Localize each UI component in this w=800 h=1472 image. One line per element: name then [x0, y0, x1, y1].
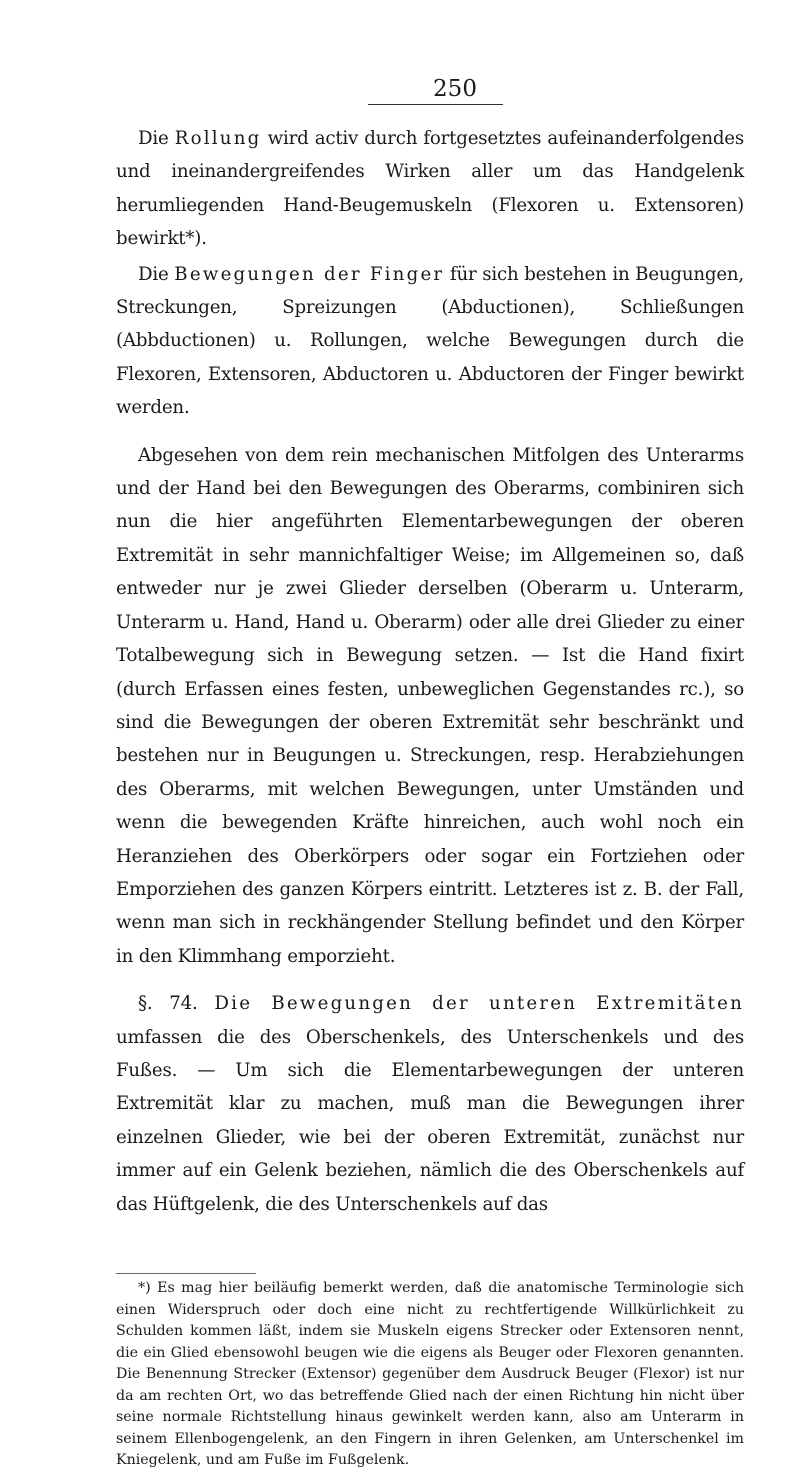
paragraph-term: Rollung — [174, 128, 262, 149]
paragraph-text: umfassen die des Oberschenkels, des Unterschenkels und des Fußes. — Um sich die Elementarbewegungen der unteren Extremität klar zu machen, muß man die Bewegungen ihrer einzelnen Glieder, wie bei der oberen Extremität, zunächst nur immer auf ein Gelenk beziehen, nämlich die des Oberschenkels auf das Hüftgelenk, die des Unterschenkels auf das — [116, 1026, 744, 1215]
paragraph-lead: Die — [138, 263, 169, 285]
footnote: *) Es mag hier beiläufig bemerkt werden, daß die anatomische Terminologie sich einen Widerspruch oder doch eine nicht zu rechtfertigende Willkürlichkeit zu Schulden kommen läßt, indem sie Muskeln eigens Strecker oder Extensoren nennt, die ein Glied ebensowohl beugen wie die eigens als Beuger oder Flexoren genannten. Die Benennung Strecker (Extensor) gegenüber dem Ausdruck Beuger (Flexor) ist nur da am rechten Ort, wo das betreffende Glied nach der einen Richtung hin nicht über seine normale Richtstellung hinaus gewinkelt werden kann, also am Unterarm in seinem Ellenbogengelenk, an den Fingern in ihren Gelenken, am Unterschenkel im Kniegelenk, und am Fuße im Fußgelenk. — [116, 1280, 744, 1468]
paragraph-rollung — [116, 122, 744, 256]
section-number: §. 74. — [138, 993, 198, 1015]
page-number: 250 — [433, 76, 477, 102]
paragraph-section-74 — [116, 987, 744, 1221]
paragraph-text: für sich bestehen in Beugungen, Streckungen, Spreizungen (Abductionen), Schließungen (Abbductionen) u. Rollungen, welche Bewegungen durch die Flexoren, Extensoren, Abductoren u. Abductoren der Finger bewirkt werden. — [116, 263, 744, 419]
main-text — [116, 122, 744, 1221]
paragraph-gap — [116, 425, 744, 439]
paragraph-text: wird activ durch fortgesetztes aufeinanderfolgendes und ineinandergreifendes Wirken aller um das Handgelenk herumliegenden Hand-Beugemuskeln (Flexoren u. Extensoren) bewirkt*). — [116, 128, 744, 250]
paragraph-text: Abgesehen von dem rein mechanischen Mitfolgen des Unterarms und der Hand bei den Bewegungen des Oberarms, combiniren sich nun die hier angeführten Elementarbewegungen der oberen Extremität in sehr mannichfaltiger Weise; im Allgemeinen so, daß entweder nur je zwei Glieder derselben (Oberarm u. Unterarm, Unterarm u. Hand, Hand u. Oberarm) oder alle drei Glieder zu einer Totalbewegung sich in Bewegung setzen. — Ist die Hand fixirt (durch Erfassen eines festen, unbeweglichen Gegenstandes rc.), so sind die Bewegungen der oberen Extremität sehr beschränkt und bestehen nur in Beugungen u. Streckungen, resp. Herabziehungen des Oberarms, mit welchen Bewegungen, unter Umständen und wenn die bewegenden Kräfte hinreichen, auch wohl noch ein Heranziehen des Oberkörpers oder sogar ein Fortziehen oder Emporziehen des ganzen Körpers eintritt. Letzteres ist z. B. der Fall, wenn man sich in reckhängender Stellung befindet und den Körper in den Klimmhang emporzieht. — [116, 444, 744, 967]
paragraph-finger-movements — [116, 258, 744, 425]
footnotes — [116, 1278, 744, 1472]
section-heading: Die Bewegungen der unteren Extremitäten — [214, 993, 744, 1015]
paragraph-gap — [116, 973, 744, 987]
paragraph-combined-movements — [116, 439, 744, 974]
footnote-rule — [116, 1273, 256, 1274]
paragraph-lead: Die — [138, 128, 169, 149]
header-rule — [368, 104, 503, 105]
page-header — [415, 76, 495, 104]
paragraph-term: Bewegungen der Finger — [174, 263, 445, 285]
